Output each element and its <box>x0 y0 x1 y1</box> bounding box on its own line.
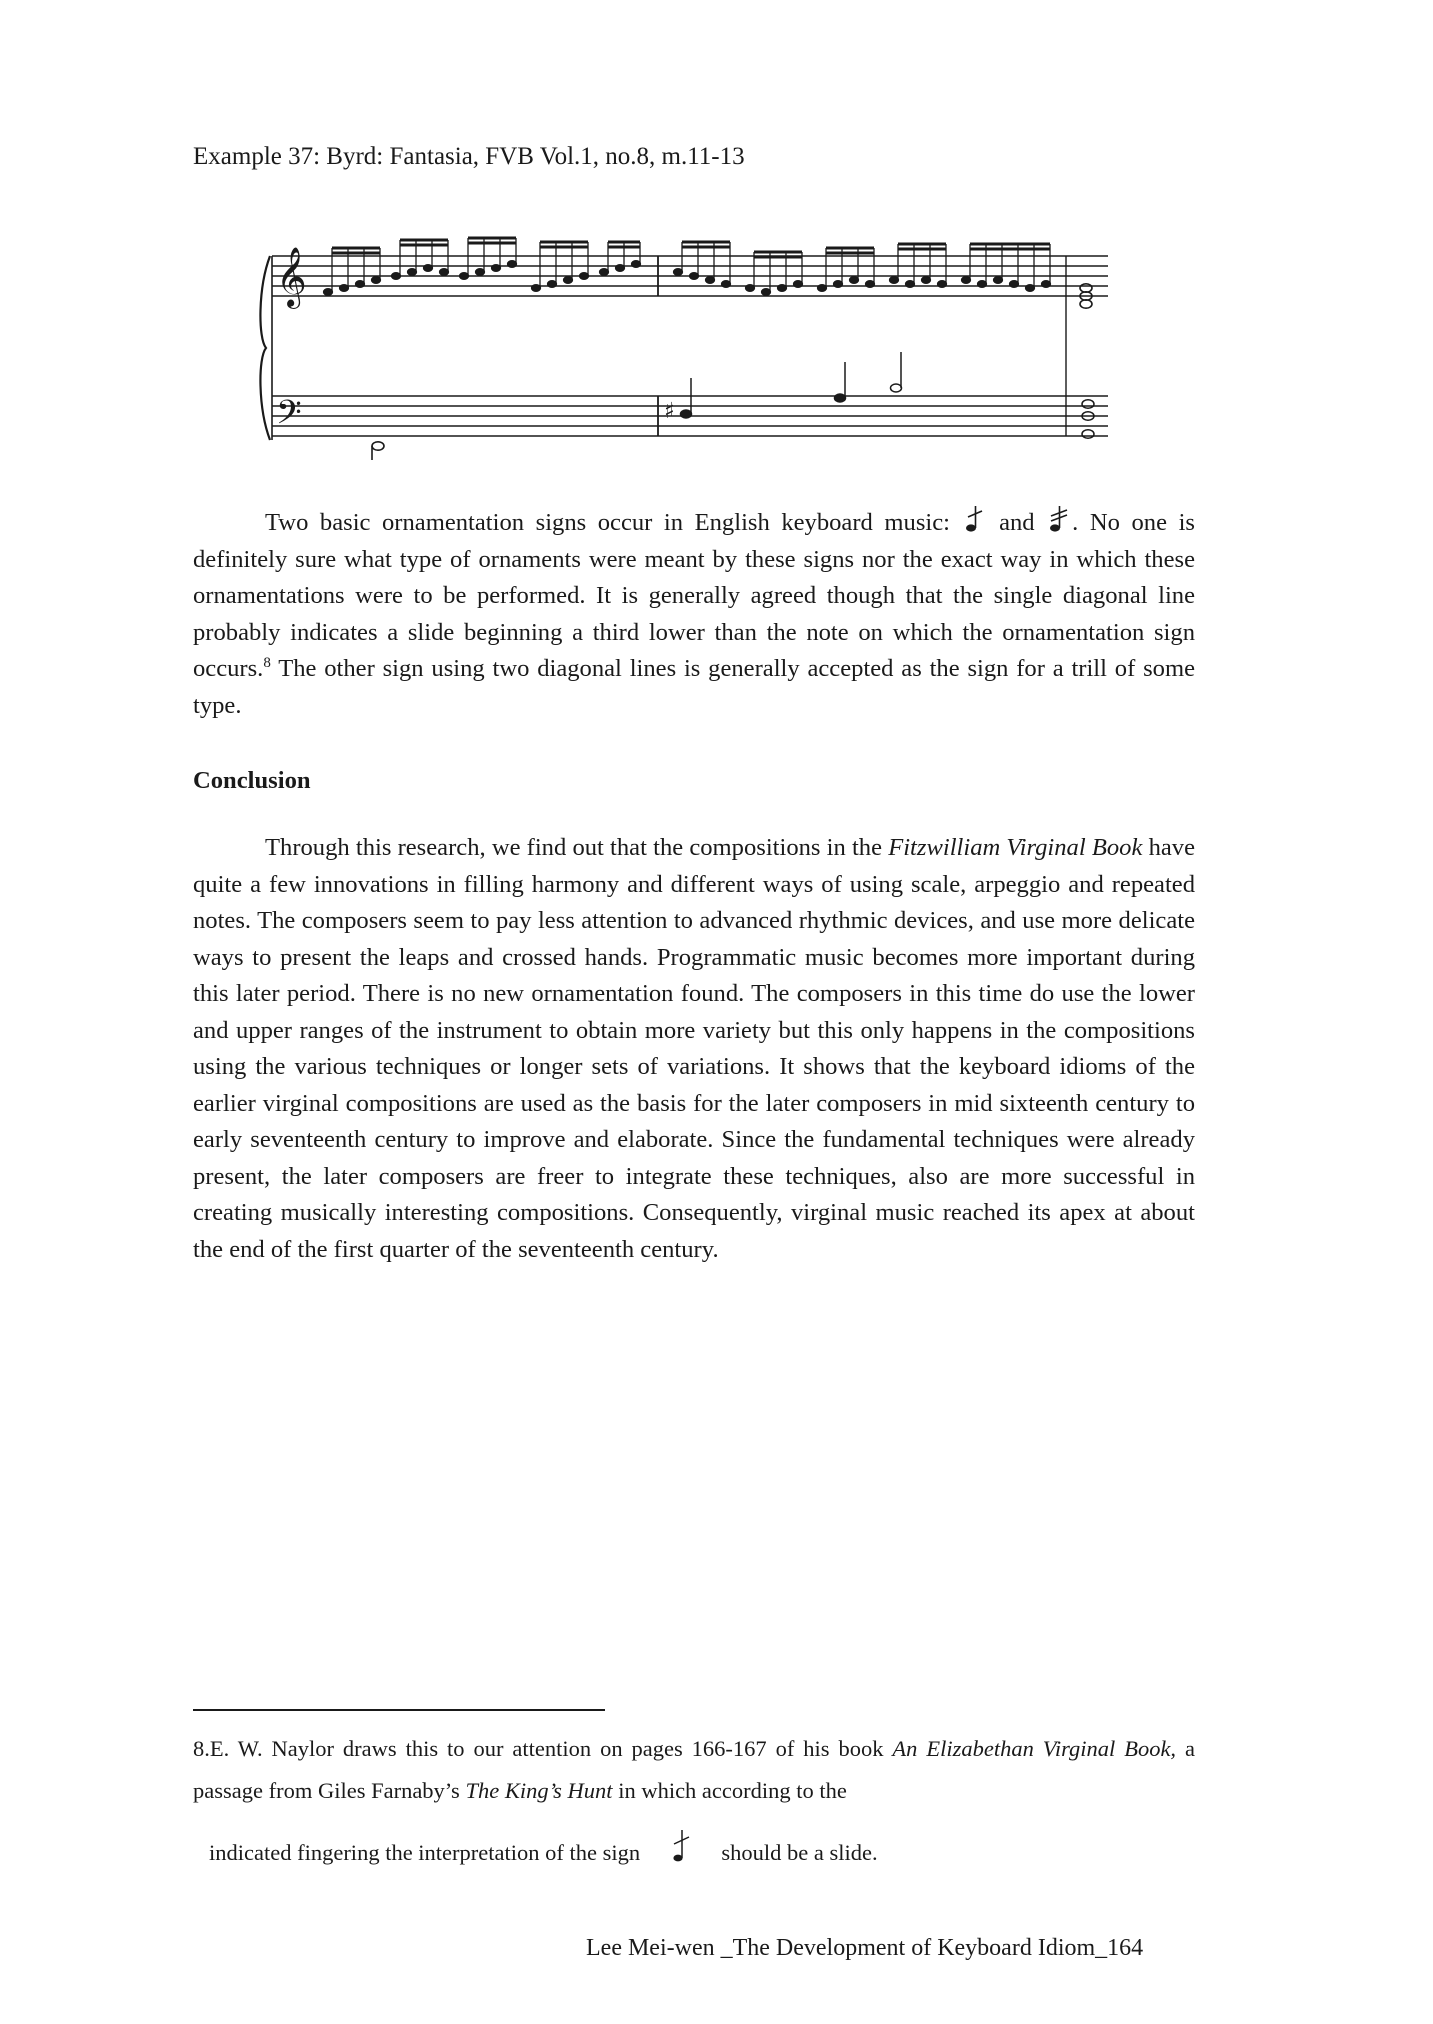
footnote-text-end: should be a slide. <box>721 1840 878 1865</box>
para1-text-middle: . No one is definitely sure what type of ornaments were meant by these signs nor the exact way in which these ornamentations were to be performed. It is generally agreed though that the single diagonal line probably indicates a slide beginning a third lower than the note on which the ornamentation sign occurs. <box>193 509 1195 682</box>
slide-ornament-icon <box>670 1826 692 1866</box>
footnote <box>193 1728 1195 1874</box>
conclusion-paragraph <box>193 830 1195 1268</box>
footnote-divider <box>193 1709 605 1711</box>
conclusion-text-body: have quite a few innovations in filling harmony and different ways of using scale, arpeggio and repeated notes. The composers seem to pay less attention to advanced rhythmic devices, and use more delicate ways to present the leaps and crossed hands. Programmatic music becomes more important during this later period. There is no new ornamentation found. The composers in this time do use the lower and upper ranges of the instrument to obtain more variety but this only happens in the compositions using the various techniques or longer sets of variations. It shows that the keyboard idioms of the earlier virginal compositions are used as the basis for the later composers in mid sixteenth century to early seventeenth century to improve and elaborate. Since the fundamental techniques were already present, the later composers are freer to integrate these techniques, also are more successful in creating musically interesting compositions. Consequently, virginal music reached its apex at about the end of the first quarter of the seventeenth century. <box>193 834 1195 1263</box>
footnote-piece-title: The King’s Hunt <box>465 1778 613 1803</box>
conclusion-text-start: Through this research, we find out that the compositions in the <box>265 834 889 861</box>
footnote-text-sign: indicated fingering the interpretation of the sign <box>209 1840 641 1865</box>
footnote-book-title: An Elizabethan Virginal Book, <box>892 1736 1177 1761</box>
para1-text-start: Two basic ornamentation signs occur in English keyboard music: <box>265 509 950 536</box>
music-score-image <box>258 228 1120 460</box>
footnote-text-cont: in which according to the <box>612 1778 847 1803</box>
book-title: Fitzwilliam Virginal Book <box>888 834 1143 861</box>
footnote-text-middle: a passage from Giles Farnaby’s <box>193 1736 1195 1803</box>
single-stroke-ornament-icon <box>962 504 988 534</box>
footnote-reference[interactable]: 8 <box>263 655 271 671</box>
conclusion-heading: Conclusion <box>193 767 311 794</box>
svg-text:𝄢: 𝄢 <box>276 394 302 440</box>
page-footer: Lee Mei-wen _The Development of Keyboard Idiom_164 <box>586 1935 1144 1961</box>
double-stroke-ornament-icon <box>1046 504 1072 534</box>
svg-text:𝄞: 𝄞 <box>276 247 307 307</box>
ornamentation-paragraph <box>193 504 1195 724</box>
footnote-text-start: 8.E. W. Naylor draws this to our attention on pages 166-167 of his book <box>193 1736 893 1761</box>
svg-text:♯: ♯ <box>664 399 675 424</box>
footnote-last-line <box>193 1826 1195 1874</box>
example-caption: Example 37: Byrd: Fantasia, FVB Vol.1, no.8, m.11-13 <box>193 143 745 170</box>
para1-and: and <box>999 509 1035 536</box>
para1-text-end: The other sign using two diagonal lines is generally accepted as the sign for a trill of some type. <box>193 655 1195 719</box>
